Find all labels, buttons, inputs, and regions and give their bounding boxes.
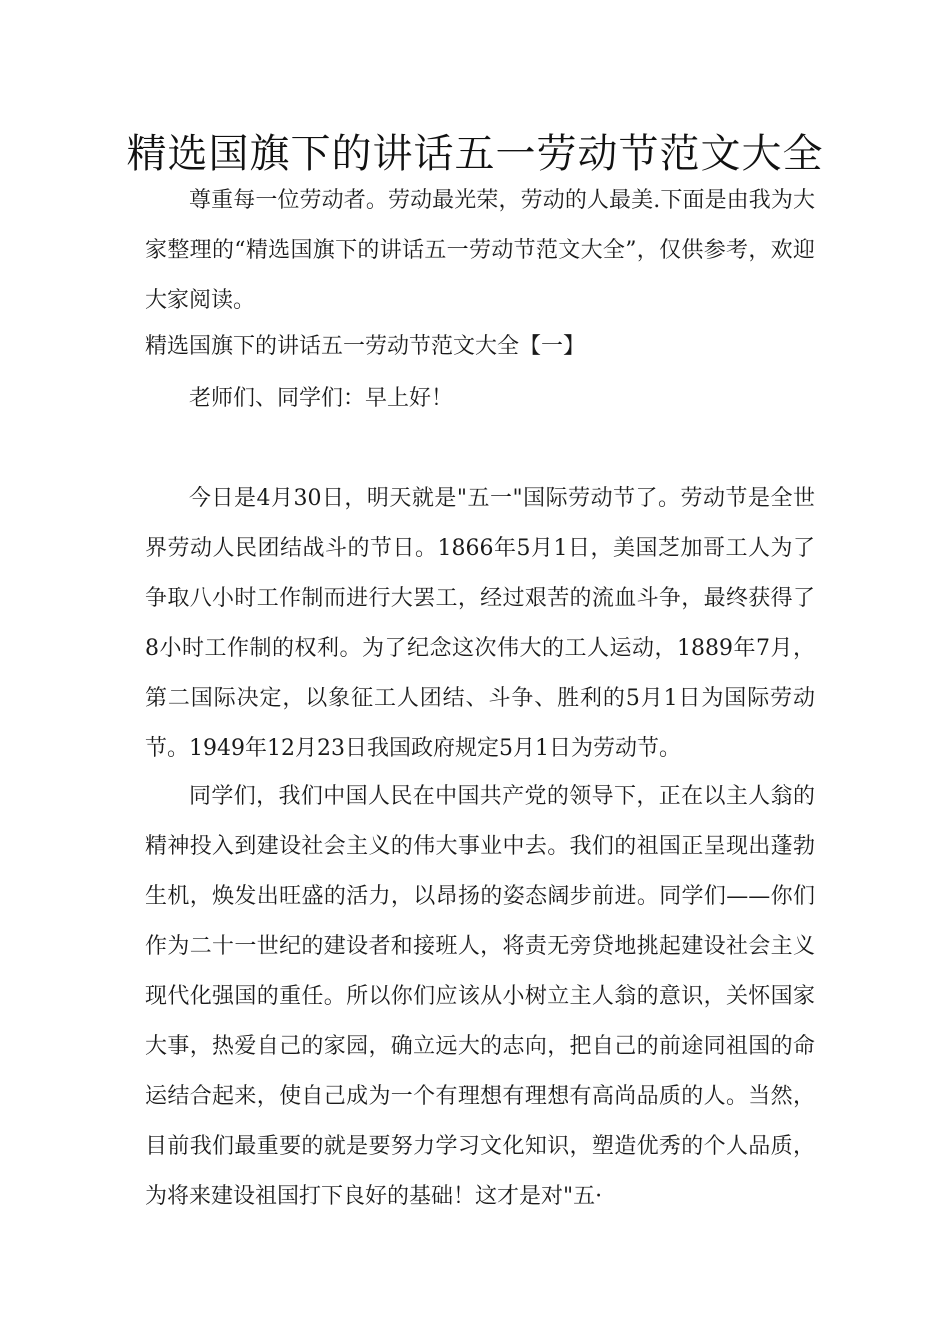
greeting-line: 老师们、同学们：早上好！ bbox=[189, 386, 454, 411]
body-paragraph: 今日是4月30日，明天就是"五一"国际劳动节了。劳动节是全世界劳动人民团结战斗的节日。1866年5月1日，美国芝加哥工人为了争取八小时工作制而进行大罢工，经过艰苦的流血斗争，最终获得了8小时工作制的权利。为了纪念这次伟大的工人运动，1889年7月，第二国际决定，以象征工人团结、斗争、胜利的5月1日为国际劳动节。1949年12月23日我国政府规定5月1日为劳动节。 bbox=[145, 486, 815, 761]
document-title: 精选国旗下的讲话五一劳动节范文大全 bbox=[126, 131, 824, 177]
section-heading: 精选国旗下的讲话五一劳动节范文大全【一】 bbox=[145, 334, 586, 359]
body-paragraph: 同学们，我们中国人民在中国共产党的领导下，正在以主人翁的精神投入到建设社会主义的伟大事业中去。我们的祖国正呈现出蓬勃生机，焕发出旺盛的活力，以昂扬的姿态阔步前进。同学们——你们作为二十一世纪的建设者和接班人，将责无旁贷地挑起建设社会主义现代化强国的重任。所以你们应该从小树立主人翁的意识，关怀国家大事，热爱自己的家园，确立远大的志向，把自己的前途同祖国的命运结合起来，使自己成为一个有理想有理想有高尚品质的人。当然，目前我们最重要的就是要努力学习文化知识，塑造优秀的个人品质，为将来建设祖国打下良好的基础！这才是对"五· bbox=[145, 784, 815, 1209]
intro-paragraph: 尊重每一位劳动者。劳动最光荣，劳动的人最美.下面是由我为大家整理的“精选国旗下的讲话五一劳动节范文大全”，仅供参考，欢迎大家阅读。 bbox=[145, 188, 815, 313]
